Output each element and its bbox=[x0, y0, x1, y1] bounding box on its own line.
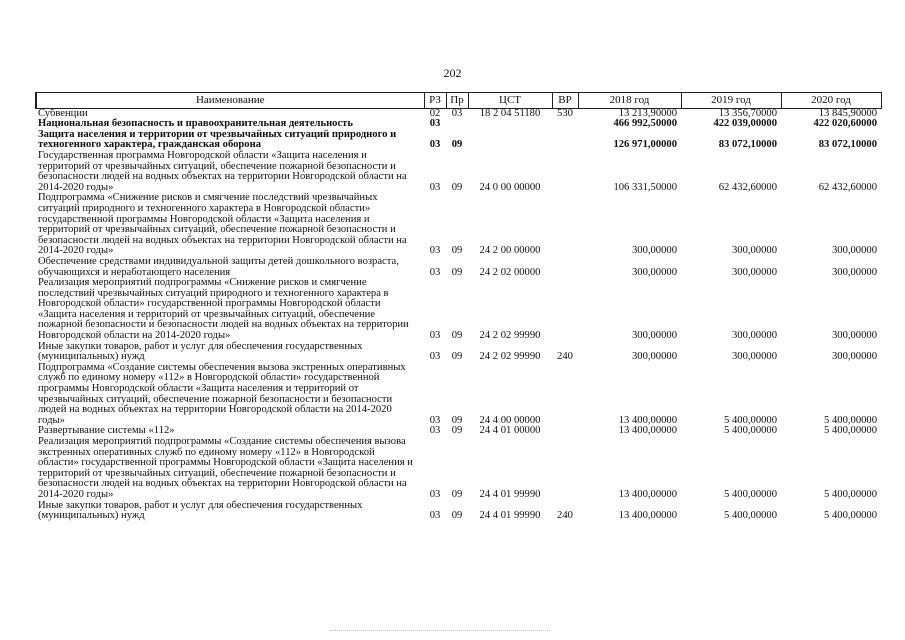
row-pr: 09 bbox=[451, 181, 463, 193]
table-row bbox=[36, 342, 881, 363]
row-2020: 83 072,10000 bbox=[818, 139, 877, 151]
row-2019: 300,00000 bbox=[731, 245, 777, 257]
row-rz: 03 bbox=[429, 139, 441, 151]
table-row bbox=[36, 437, 881, 501]
row-rz: 03 bbox=[429, 181, 441, 193]
row-name: Иные закупки товаров, работ и услуг для обеспечения государственных (муниципальных) нужд bbox=[38, 499, 363, 522]
row-rz: 03 bbox=[429, 414, 441, 426]
row-name: Национальная безопасность и правоохранительная деятельность bbox=[38, 118, 353, 130]
row-cst: 24 4 01 99990 bbox=[479, 488, 541, 500]
row-2019: 5 400,00000 bbox=[724, 510, 777, 522]
row-vr: 240 bbox=[557, 351, 573, 363]
row-2018: 466 992,50000 bbox=[613, 118, 677, 130]
row-vr bbox=[552, 151, 578, 193]
table-row bbox=[36, 193, 881, 257]
row-2020: 300,00000 bbox=[831, 266, 877, 278]
row-vr bbox=[552, 363, 578, 427]
header-cst: ЦСТ bbox=[468, 93, 552, 109]
header-pr: Пр bbox=[446, 93, 468, 109]
row-2019: 422 039,00000 bbox=[713, 118, 777, 130]
page-edge-artifact bbox=[330, 630, 550, 633]
header-vr: ВР bbox=[552, 93, 578, 109]
row-2019: 300,00000 bbox=[731, 351, 777, 363]
row-rz: 03 bbox=[429, 351, 441, 363]
row-pr: 09 bbox=[451, 139, 463, 151]
row-name: Развертывание системы «112» bbox=[38, 425, 175, 437]
row-pr: 09 bbox=[451, 245, 463, 257]
row-2019: 5 400,00000 bbox=[724, 425, 777, 437]
row-cst bbox=[468, 130, 552, 151]
table-row bbox=[36, 363, 881, 427]
header-name: Наименование bbox=[36, 93, 424, 109]
row-2018: 300,00000 bbox=[631, 266, 677, 278]
row-2018: 300,00000 bbox=[631, 330, 677, 342]
row-pr: 09 bbox=[451, 351, 463, 363]
row-name: Обеспечение средствами индивидуальной защиты детей дошкольного возраста, обучающихся и неработающего населения bbox=[38, 255, 399, 278]
row-vr bbox=[552, 119, 578, 130]
row-rz: 03 bbox=[429, 118, 441, 130]
row-2018: 300,00000 bbox=[631, 351, 677, 363]
row-2020: 62 432,60000 bbox=[818, 181, 877, 193]
row-pr: 09 bbox=[451, 414, 463, 426]
row-name: Защита населения и территории от чрезвычайных ситуаций природного и техногенного характера, гражданская оборона bbox=[38, 128, 397, 151]
row-vr bbox=[552, 130, 578, 151]
row-vr bbox=[552, 426, 578, 437]
row-2020: 5 400,00000 bbox=[824, 510, 877, 522]
row-cst bbox=[468, 119, 552, 130]
row-2020: 5 400,00000 bbox=[824, 425, 877, 437]
row-2019: 83 072,10000 bbox=[718, 139, 777, 151]
row-rz: 03 bbox=[429, 266, 441, 278]
row-rz: 02 bbox=[429, 107, 441, 119]
row-name: Подпрограмма «Снижение рисков и смягчение последствий чрезвычайных ситуаций природного и техногенного характера в Новгородской области» государственной программы Новгородской области «Защита населения и территорий от чрезвычайных ситуаций, обеспечение пожарной безопасности и безопасности людей на водных объектах на территории Новгородской области на 2014-2020 годы» bbox=[38, 192, 407, 257]
row-2018: 126 971,00000 bbox=[613, 139, 677, 151]
row-pr: 09 bbox=[451, 510, 463, 522]
row-vr: 530 bbox=[557, 107, 573, 119]
row-name: Государственная программа Новгородской области «Защита населения и территорий от чрезвычайных ситуаций, обеспечение пожарной безопасности и безопасности людей на водных объектах на территории Новгородской области на 2014-2020 годы» bbox=[38, 149, 407, 193]
header-2020: 2020 год bbox=[781, 93, 881, 109]
row-rz: 03 bbox=[429, 488, 441, 500]
row-2018: 106 331,50000 bbox=[613, 181, 677, 193]
row-name: Субвенции bbox=[38, 107, 88, 119]
row-cst: 24 2 00 00000 bbox=[479, 245, 541, 257]
row-cst: 24 2 02 00000 bbox=[479, 266, 541, 278]
row-2019: 300,00000 bbox=[731, 330, 777, 342]
row-pr: 09 bbox=[451, 425, 463, 437]
row-2018: 13 213,90000 bbox=[618, 107, 677, 119]
row-pr: 03 bbox=[451, 107, 463, 119]
table-header-row bbox=[36, 93, 881, 109]
row-name: Подпрограмма «Создание системы обеспечения вызова экстренных оперативных служб по единому номеру «112» в Новгородской области» государственной программы Новгородской области «Защита населения и территорий от чрезвычайных ситуаций, обеспечение пожарной безопасности и безопасности людей на водных объектах на территории Новгородской области на 2014-2020 годы» bbox=[38, 361, 406, 426]
row-name: Реализация мероприятий подпрограммы «Снижение рисков и смягчение последствий чрезвычайных ситуаций природного и техногенного характера в Новгородской области» государственной программы Новгородской области «Защита населения и территорий от чрезвычайных ситуаций, обеспечение пожарной безопасности и безопасности людей на водных объектах на территории Новгородской области на 2014-2020 годы» bbox=[38, 277, 409, 342]
row-cst: 24 4 00 00000 bbox=[479, 414, 541, 426]
table-row bbox=[36, 257, 881, 278]
row-2019: 5 400,00000 bbox=[724, 414, 777, 426]
row-2019: 13 356,70000 bbox=[718, 107, 777, 119]
row-2020: 13 845,90000 bbox=[818, 107, 877, 119]
row-cst: 24 4 01 00000 bbox=[479, 425, 541, 437]
table-body bbox=[36, 108, 881, 522]
row-rz: 03 bbox=[429, 330, 441, 342]
row-rz: 03 bbox=[429, 510, 441, 522]
row-pr bbox=[446, 119, 468, 130]
row-rz: 03 bbox=[429, 425, 441, 437]
row-vr bbox=[552, 193, 578, 257]
table-row bbox=[36, 130, 881, 151]
row-cst: 24 0 00 00000 bbox=[479, 181, 541, 193]
row-2020: 422 020,60000 bbox=[813, 118, 877, 130]
row-vr: 240 bbox=[557, 510, 573, 522]
row-cst: 24 2 02 99990 bbox=[479, 330, 541, 342]
row-2020: 5 400,00000 bbox=[824, 488, 877, 500]
header-2018: 2018 год bbox=[578, 93, 681, 109]
row-2018: 13 400,00000 bbox=[618, 425, 677, 437]
row-2018: 13 400,00000 bbox=[618, 414, 677, 426]
row-name: Реализация мероприятий подпрограммы «Создание системы обеспечения вызова экстренных оперативных служб по единому номеру «112» в Новгородской области» государственной программы Новгородской области «Защита населения и территорий от чрезвычайных ситуаций, обеспечение пожарной безопасности и безопасности людей на водных объектах на территории Новгородской области на 2014-2020 годы» bbox=[38, 436, 413, 500]
row-2018: 300,00000 bbox=[631, 245, 677, 257]
row-cst: 24 4 01 99990 bbox=[479, 510, 541, 522]
budget-table bbox=[35, 92, 882, 522]
row-2020: 300,00000 bbox=[831, 245, 877, 257]
header-rz: РЗ bbox=[424, 93, 446, 109]
row-2018: 13 400,00000 bbox=[618, 510, 677, 522]
row-cst: 24 2 02 99990 bbox=[479, 351, 541, 363]
row-2018: 13 400,00000 bbox=[618, 488, 677, 500]
row-2020: 300,00000 bbox=[831, 330, 877, 342]
row-pr: 09 bbox=[451, 330, 463, 342]
row-cst: 18 2 04 51180 bbox=[479, 107, 541, 119]
row-2019: 5 400,00000 bbox=[724, 488, 777, 500]
row-vr bbox=[552, 257, 578, 278]
row-vr bbox=[552, 278, 578, 342]
row-2019: 62 432,60000 bbox=[718, 181, 777, 193]
row-name: Иные закупки товаров, работ и услуг для обеспечения государственных (муниципальных) нужд bbox=[38, 340, 363, 363]
row-pr: 09 bbox=[451, 266, 463, 278]
table-row bbox=[36, 278, 881, 342]
row-2020: 5 400,00000 bbox=[824, 414, 877, 426]
table-row bbox=[36, 151, 881, 193]
row-2019: 300,00000 bbox=[731, 266, 777, 278]
row-pr: 09 bbox=[451, 488, 463, 500]
row-vr bbox=[552, 437, 578, 501]
row-rz: 03 bbox=[429, 245, 441, 257]
header-2019: 2019 год bbox=[681, 93, 781, 109]
row-2020: 300,00000 bbox=[831, 351, 877, 363]
page-number: 202 bbox=[443, 66, 462, 80]
table-row bbox=[36, 501, 881, 522]
